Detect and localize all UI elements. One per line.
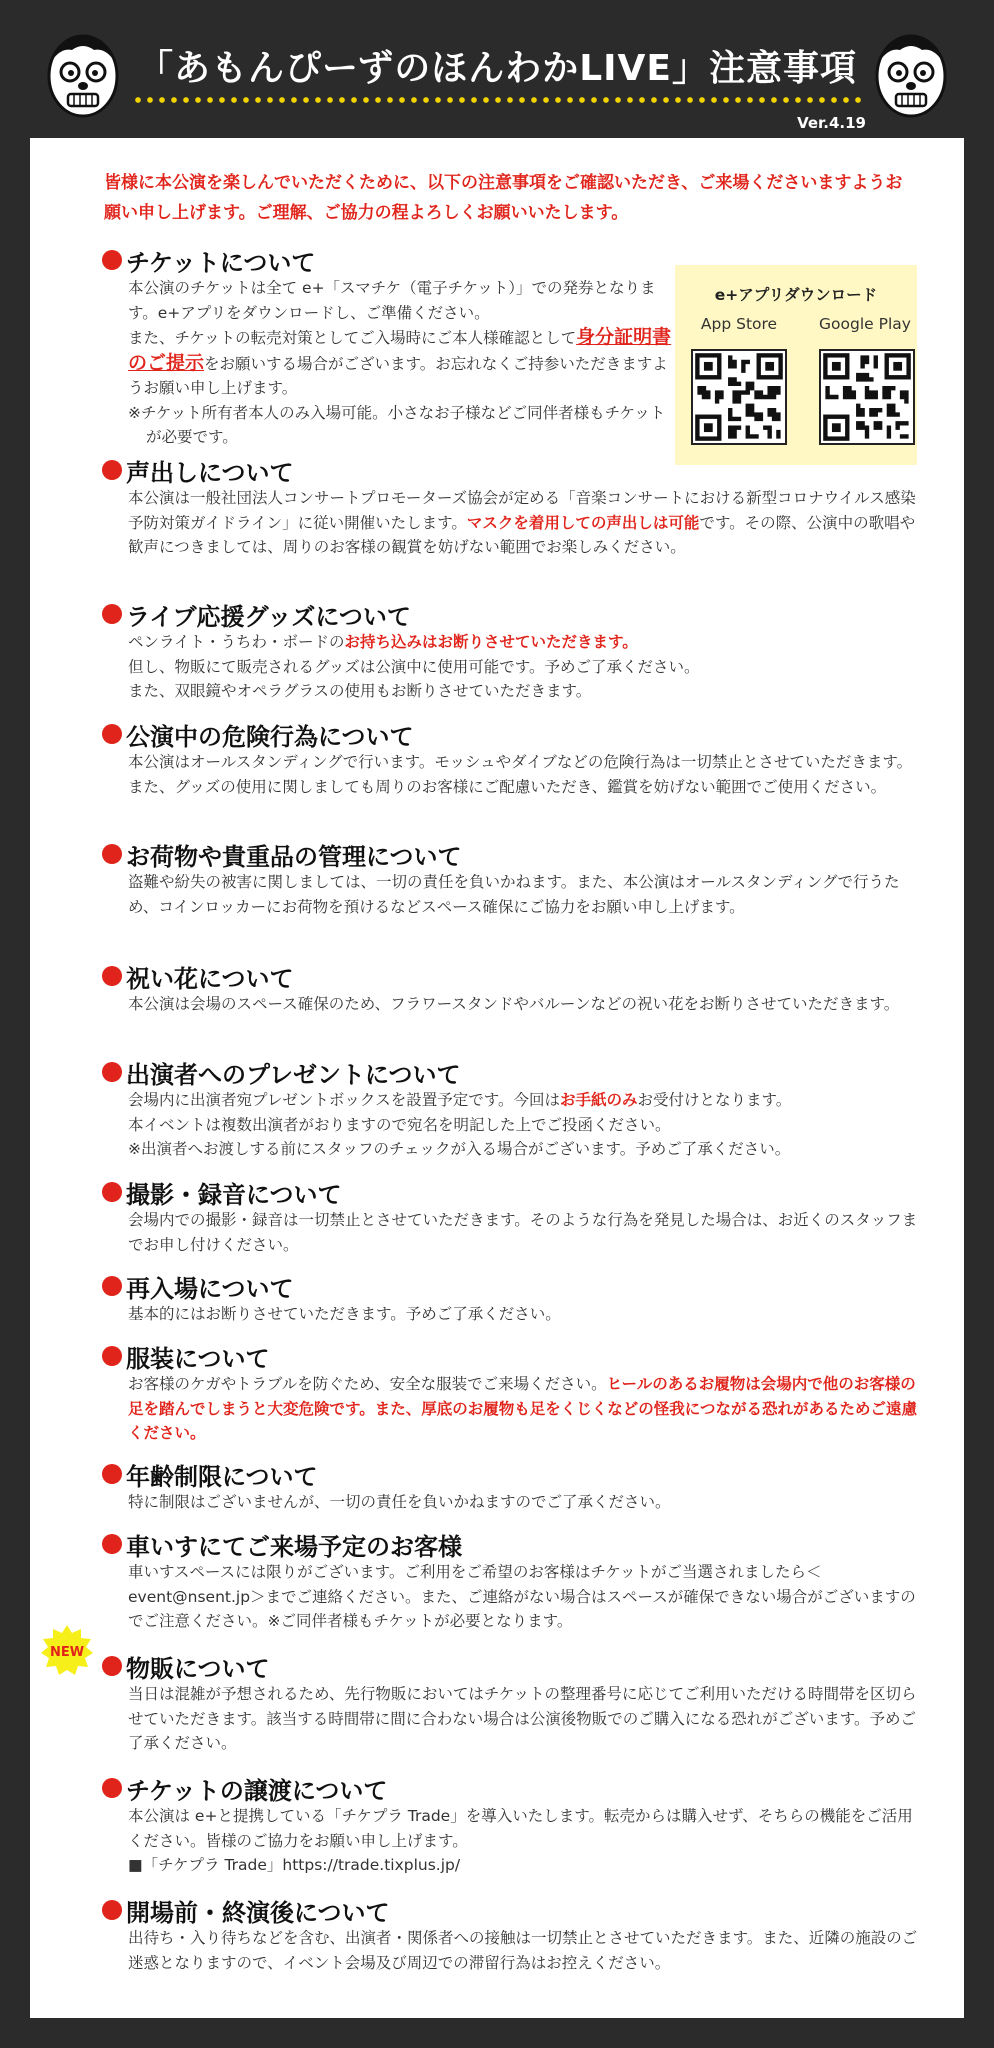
- section-merch: [102, 1650, 922, 1756]
- section-title: 服装について: [126, 1344, 270, 1373]
- notice-panel: [30, 138, 964, 2018]
- section-danger: [102, 718, 922, 799]
- section-text: 当日は混雑が予想されるため、先行物販においてはチケットの整理番号に応じてご利用いただける時間帯を区切らせていただきます。該当する時間帯に間に合わない場合は公演後物販でのご購入になる恐れがございます。予めご了承ください。: [128, 1685, 917, 1752]
- google-play-label: Google Play: [819, 315, 911, 333]
- section-voice: [102, 454, 922, 560]
- section-goods: [102, 598, 922, 704]
- section-text: です。その際、公演中の歌唱や歓声につきましては、周りのお客様の観賞を妨げない範囲でお楽しみください。: [128, 513, 916, 556]
- section-text: また、チケットの転売対策としてご入場時にご本人様確認として: [128, 329, 577, 347]
- section-text: また、双眼鏡やオペラグラスの使用もお断りさせていただきます。: [128, 682, 592, 700]
- eplus-download-box: [675, 265, 917, 465]
- bullet-icon: [102, 1900, 122, 1920]
- section-text: 本公演はオールスタンディングで行います。モッシュやダイブなどの危険行為は一切禁止とさせていただきます。また、グッズの使用に関しましても周りのお客様にご配慮いただき、鑑賞を妨げない範囲でご使用ください。: [128, 753, 913, 796]
- section-text: 出待ち・入り待ちなどを含む、出演者・関係者への接触は一切禁止とさせていただきます。また、近隣の施設のご迷惑となりますので、イベント会場及び周辺での滞留行為はお控えください。: [128, 1929, 918, 1972]
- bullet-icon: [102, 250, 122, 270]
- section-highlight: お持ち込みはお断りさせていただきます。: [344, 633, 638, 651]
- section-text: 会場内に出演者宛プレゼントボックスを設置予定です。今回は: [128, 1091, 560, 1109]
- section-title: 声出しについて: [126, 458, 294, 487]
- section-age: [102, 1458, 922, 1515]
- app-store-label: App Store: [700, 315, 778, 333]
- section-text: 特に制限はございませんが、一切の責任を負いかねますのでご了承ください。: [128, 1493, 671, 1511]
- bullet-icon: [102, 1778, 122, 1798]
- section-title: チケットについて: [126, 248, 316, 277]
- version-label: Ver.4.19: [797, 114, 866, 132]
- section-text: ペンライト・うちわ・ボードの: [128, 633, 345, 651]
- new-badge: [40, 1624, 94, 1678]
- section-transfer: [102, 1772, 922, 1878]
- section-title: 開場前・終演後について: [126, 1898, 390, 1927]
- section-text: ※出演者へお渡しする前にスタッフのチェックが入る場合がございます。予めご了承ください。: [128, 1140, 791, 1158]
- bullet-icon: [102, 1534, 122, 1554]
- section-highlight: お手紙のみ: [560, 1091, 638, 1109]
- section-title: 物販について: [126, 1654, 270, 1683]
- section-title: ライブ応援グッズについて: [126, 602, 411, 631]
- section-title: 車いすにてご来場予定のお客様: [126, 1532, 462, 1561]
- section-text: お受付けとなります。: [637, 1091, 792, 1109]
- bullet-icon: [102, 1182, 122, 1202]
- section-wheelchair: [102, 1528, 922, 1634]
- bullet-icon: [102, 1464, 122, 1484]
- section-title: 再入場について: [126, 1274, 294, 1303]
- section-title: チケットの譲渡について: [126, 1776, 388, 1805]
- section-text: ※チケット所有者本人のみ入場可能。小さなお子様などご同伴者様もチケットが必要です。: [128, 403, 666, 446]
- section-text: をお願いする場合がございます。お忘れなくご持参いただきますようお願い申し上げます。: [128, 354, 668, 397]
- section-photo: [102, 1176, 922, 1257]
- eplus-title: e+アプリダウンロード: [714, 286, 878, 304]
- trade-link[interactable]: ■「チケプラ Trade」https://trade.tixplus.jp/: [128, 1856, 461, 1874]
- section-title: 年齢制限について: [126, 1462, 318, 1491]
- mascot-face-icon: [44, 28, 122, 120]
- section-highlight: マスクを着用しての声出しは可能: [466, 513, 700, 532]
- bullet-icon: [102, 604, 122, 624]
- qr-code-app-store[interactable]: [691, 349, 787, 445]
- header-bar: [0, 0, 994, 138]
- bullet-icon: [102, 844, 122, 864]
- section-flowers: [102, 960, 922, 1017]
- section-present: [102, 1056, 922, 1162]
- bullet-icon: [102, 460, 122, 480]
- bullet-icon: [102, 724, 122, 744]
- section-text: 本公演は一般社団法人コンサートプロモーターズ協会が定める「音楽コンサートにおける新型コロナウイルス感染予防対策ガイドライン」に従い開催いたします。: [128, 489, 916, 532]
- section-title: 出演者へのプレゼントについて: [126, 1060, 461, 1089]
- bullet-icon: [102, 1276, 122, 1296]
- section-text: 本公演のチケットは全て e+「スマチケ（電子チケット）」での発券となります。e+アプリをダウンロードし、ご準備ください。: [128, 279, 656, 322]
- section-text: 会場内での撮影・録音は一切禁止とさせていただきます。そのような行為を発見した場合は、お近くのスタッフまでお申し付けください。: [128, 1211, 918, 1254]
- section-reentry: [102, 1270, 922, 1327]
- section-text: お客様のケガやトラブルを防ぐため、安全な服装でご来場ください。: [128, 1375, 607, 1393]
- new-badge-label: NEW: [49, 1645, 85, 1660]
- intro-text: 皆様に本公演を楽しんでいただくために、以下の注意事項をご確認いただき、ご来場くださいますようお願い申し上げます。ご理解、ご協力の程よろしくお願いいたします。: [104, 173, 903, 223]
- bullet-icon: [102, 966, 122, 986]
- section-title: お荷物や貴重品の管理について: [126, 842, 462, 871]
- bullet-icon: [102, 1346, 122, 1366]
- section-text: 本公演は会場のスペース確保のため、フラワースタンドやバルーンなどの祝い花をお断りさせていただきます。: [128, 995, 900, 1013]
- section-clothing: [102, 1340, 922, 1446]
- section-text: 但し、物販にて販売されるグッズは公演中に使用可能です。予めご了承ください。: [128, 657, 700, 676]
- section-title: 撮影・録音について: [126, 1180, 342, 1209]
- bullet-icon: [102, 1656, 122, 1676]
- section-before-after: [102, 1894, 922, 1975]
- section-text: 本公演は e+と提携している「チケプラ Trade」を導入いたします。転売からは購入せず、そちらの機能をご活用ください。皆様のご協力をお願い申し上げます。: [128, 1807, 913, 1850]
- section-text: 基本的にはお断りさせていただきます。予めご了承ください。: [128, 1305, 561, 1323]
- section-title: 公演中の危険行為について: [126, 722, 414, 751]
- section-highlight: ヒールのあるお履物は会場内で他のお客様の足を踏んでしまうと大変危険です。また、厚底のお履物も足をくじくなどの怪我につながる恐れがあるためご遠慮ください。: [128, 1375, 917, 1442]
- section-belongings: [102, 838, 922, 919]
- mascot-face-icon: [872, 28, 950, 120]
- section-ticket: [102, 244, 672, 450]
- section-text: 盗難や紛失の被害に関しましては、一切の責任を負いかねます。また、本公演はオールスタンディングで行うため、コインロッカーにお荷物を預けるなどスペース確保にご協力をお願い申し上げます。: [128, 873, 900, 916]
- section-text: 車いすスペースには限りがございます。ご利用をご希望のお客様はチケットがご当選されましたら＜event@nsent.jp＞までご連絡ください。また、ご連絡がない場合はスペースが確保できない場合がございますのでご注意ください。※ご同伴者様もチケットが必要となります。: [128, 1563, 916, 1630]
- title-dot-underline: [132, 96, 862, 104]
- page-title: 「あもんぴーずのほんわかLIVE」注意事項: [137, 48, 857, 89]
- section-text: 本イベントは複数出演者がおりますので宛名を明記した上でご投函ください。: [128, 1115, 671, 1134]
- id-required-highlight: 身分証明書のご提示: [128, 326, 672, 374]
- bullet-icon: [102, 1062, 122, 1082]
- section-title: 祝い花について: [126, 964, 294, 993]
- qr-code-google-play[interactable]: [819, 349, 915, 445]
